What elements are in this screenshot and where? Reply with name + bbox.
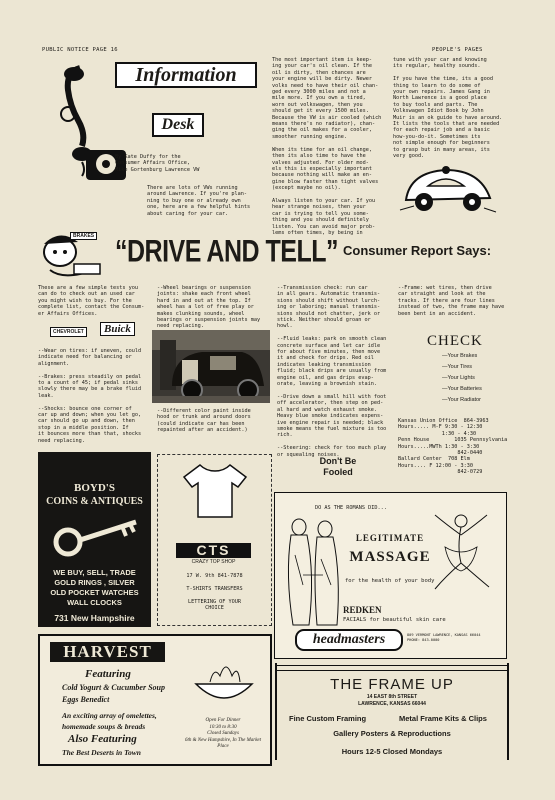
frame-up-line-1a: Fine Custom Framing: [289, 714, 367, 723]
boyds-address: 731 New Hampshire: [54, 613, 135, 623]
consumer-report-heading: Consumer Report Says:: [343, 243, 492, 258]
header-left: PUBLIC NOTICE PAGE 16: [42, 47, 118, 53]
frame-up-line-2: Gallery Posters & Reproductions: [333, 729, 451, 738]
massage-top: DO AS THE ROMANS DID...: [315, 505, 387, 511]
frame-up-line-1b: Metal Frame Kits & Clips: [399, 714, 487, 723]
harvest-hours: Open For Dinner 10:30 to 8:30 Closed Sundays 6th & New Hampshire, In The Market Place: [184, 718, 262, 749]
key-icon: [52, 512, 142, 562]
cts-subtitle: CRAZY TOP SHOP: [191, 559, 236, 565]
harvest-featuring: Featuring: [85, 668, 131, 680]
headmasters-logo: headmasters: [295, 629, 403, 651]
drive-column-2-paint: --Different color paint inside hood or trunk and around doors (could indicate car has been repainted after an accident.): [157, 408, 251, 434]
fooled-line-2: Fooled: [323, 467, 353, 477]
kansas-union-hours: Kansas Union Office 864-3963 Hours..... M-F 9:30 - 12:30 1:30 - 4:30 Penn House 1035 Pennsylvania Hours.....MWTh 1:30 - 3:30 842-0440 Ballard Center 708 Elm Hours.... F 12:00 - 3:30 842-0729: [398, 418, 508, 476]
chevrolet-logo: CHEVROLET: [50, 327, 87, 337]
drive-column-1-tests: --Wear on tires: if uneven, could indicate need for balancing or alignment. --Brakes: press steadily on pedal to a count of 45; if pedal sinks slowly there may be a brake fluid leak. --Shocks: bounce one corner of car up and down; when you let go, car should go up and down, then stop in a middle position. If it bounces more than that, shocks need replacing.: [38, 348, 142, 444]
vw-beetle-illustration: [398, 158, 498, 218]
check-item-brakes: —Your Brakes: [442, 353, 478, 359]
drive-column-3: --Transmission check: run car in all gears. Automatic transmis- sions should shift without lurch- ing or laboring; manual transmis- sions should not chatter, jerk or stick. Neither should groan or howl. --Fluid leaks: park on smooth clean concrete surface and let car idle for about five minutes, then move it and check for drips. Red oil indicates leaking transmission fluid; black drips are usually from engine oil, and gas drips evap- orate, leaving a brownish stain. --Drive down a small hill with foot off accelerator, then step on ped- al hard and watch exhaust smoke. Heavy blue smoke indicates expens- ive engine repair is needed; black smoke means the fuel mixture is too rich. --Steering: check for too much play or squealing noises.: [277, 285, 387, 458]
frame-top-rule: [277, 665, 507, 671]
check-item-radiator: —Your Radiator: [442, 397, 481, 403]
frame-up-hours: Hours 12-5 Closed Mondays: [341, 747, 443, 756]
boyds-coins-ad: [38, 452, 151, 627]
redken-logo: REDKEN: [343, 605, 382, 615]
cts-body: 17 W. 9th 841-7878 T-SHIRTS TRANSFERS LETTERING OF YOUR CHOICE: [186, 573, 243, 612]
dont-be-fooled: [298, 456, 378, 478]
harvest-item-5: The Best Deserts in Town: [62, 748, 141, 757]
boyds-body: WE BUY, SELL, TRADE GOLD RINGS , SILVER OLD POCKET WATCHES WALL CLOCKS: [50, 568, 139, 607]
cts-logo: CTS: [176, 543, 251, 558]
drive-column-1-intro: These are a few simple tests you can do to check out an used car you might wish to buy. For the complete list, contact the Consum- er Affairs Offices.: [38, 285, 145, 317]
harvest-title: HARVEST: [50, 642, 165, 662]
buick-logo: Buick: [100, 322, 135, 336]
desk-title: Desk: [152, 113, 204, 137]
drive-column-4: --Frame: wet tires, then drive car straight and look at the tracks. If there are four lines instead of two, the frame may have been bent in an accident.: [398, 285, 505, 317]
frame-up-ad: [275, 663, 509, 760]
check-list: [442, 348, 522, 408]
fooled-line-1: Don't Be: [319, 456, 357, 466]
harvest-dish-illustration: [190, 660, 258, 708]
harvest-also: Also Featuring: [68, 733, 137, 745]
info-column-3: tune with your car and knowing its regular, healthy sounds. If you have the time, its a good thing to learn to do some of your own repairs. James Gang in North Lawrence is a good place to buy tools and parts. The Volkswagen Idiot Book by John Muir is an ok guide to have around. It lists the tools that are needed for each repair job and a basic how-you-do-it. Sometimes its not simple enough for beginners to grasp but in many areas, its very good.: [393, 57, 503, 160]
massage-health: for the health of your body: [345, 578, 435, 584]
massage-ad: [274, 492, 507, 659]
information-title: Information: [115, 62, 257, 88]
drive-and-tell-title: “DRIVE AND TELL”: [115, 234, 339, 269]
header-right: PEOPLE'S PAGES: [432, 47, 483, 53]
check-item-tires: —Your Tires: [442, 364, 473, 370]
harvest-item-1: Cold Yogurt & Cucumber Soup: [62, 683, 165, 692]
massage-legitimate: LEGITIMATE: [355, 533, 425, 543]
check-item-batteries: —Your Batteries: [442, 386, 482, 392]
check-title: CHECK: [427, 333, 483, 349]
harvest-ad: [38, 634, 272, 766]
frame-up-address-2: LAWRENCE, KANSAS 66044: [358, 701, 426, 707]
info-intro: There are lots of VWs running around Lawrence. If you're plan- ning to buy one or already own one, here are a few helpful hints about caring for your car.: [147, 185, 251, 217]
cts-ad: [157, 454, 272, 626]
vintage-car-photo: [152, 330, 270, 403]
info-byline: By Kate Duffy for the Consumer Affairs Office, Mike Gortenburg Lawrence VW: [115, 154, 200, 173]
t-shirt-icon: [180, 461, 250, 521]
boyds-subtitle: COINS & ANTIQUES: [46, 496, 143, 507]
boyds-title: BOYD'S: [74, 482, 115, 494]
harvest-item-4: homemade soups & breads: [62, 722, 146, 731]
roman-figures-illustration: [281, 515, 343, 627]
harvest-item-3: An exciting array of omelettes,: [62, 711, 157, 720]
drive-column-2-intro: --Wheel bearings or suspension joints: shake each front wheel hard in and out at the top. If wheel has a lot of free play or makes clunking sounds, wheel bearings or suspension joints may need replacing.: [157, 285, 261, 330]
massage-title: MASSAGE: [349, 549, 431, 565]
frame-up-title: THE FRAME UP: [330, 676, 454, 693]
info-column-2: The most important item is keep- ing your car's oil clean. If the oil is dirty, then chances are your engine will be dirty. Newer volks need to have their oil chan- ged every 3000 miles and not a mile more. If you own a tired, worn out volkswagen, then you should get it every 1500 miles. Because the VW is air cooled (which means there's no radiator), chan- ging the oil makes for a cooler, smoother running engine. When its time for an oil change, then its also time to have the valves adjusted. For older mod- els this is especially important because nothing will make an en- gine blow faster than tight valves (except maybe no oil). Always listen to your car. If you hear strange noises, then your car is trying to tell you some- thing and you should definitely listen. You can avoid major prob- lems often times, by being in: [272, 57, 382, 236]
headmasters-address: 809 VERMONT LAWRENCE, KANSAS 66044 PHONE: 843-0000: [407, 633, 481, 642]
frame-up-address-1: 14 EAST 8th STREET: [366, 694, 418, 700]
harvest-item-2: Eggs Benedict: [62, 695, 110, 704]
massage-facials: FACIALS for beautiful skin care: [343, 617, 446, 623]
brakes-tag: BRAKES: [70, 232, 97, 240]
check-item-lights: —Your Lights: [442, 375, 475, 381]
